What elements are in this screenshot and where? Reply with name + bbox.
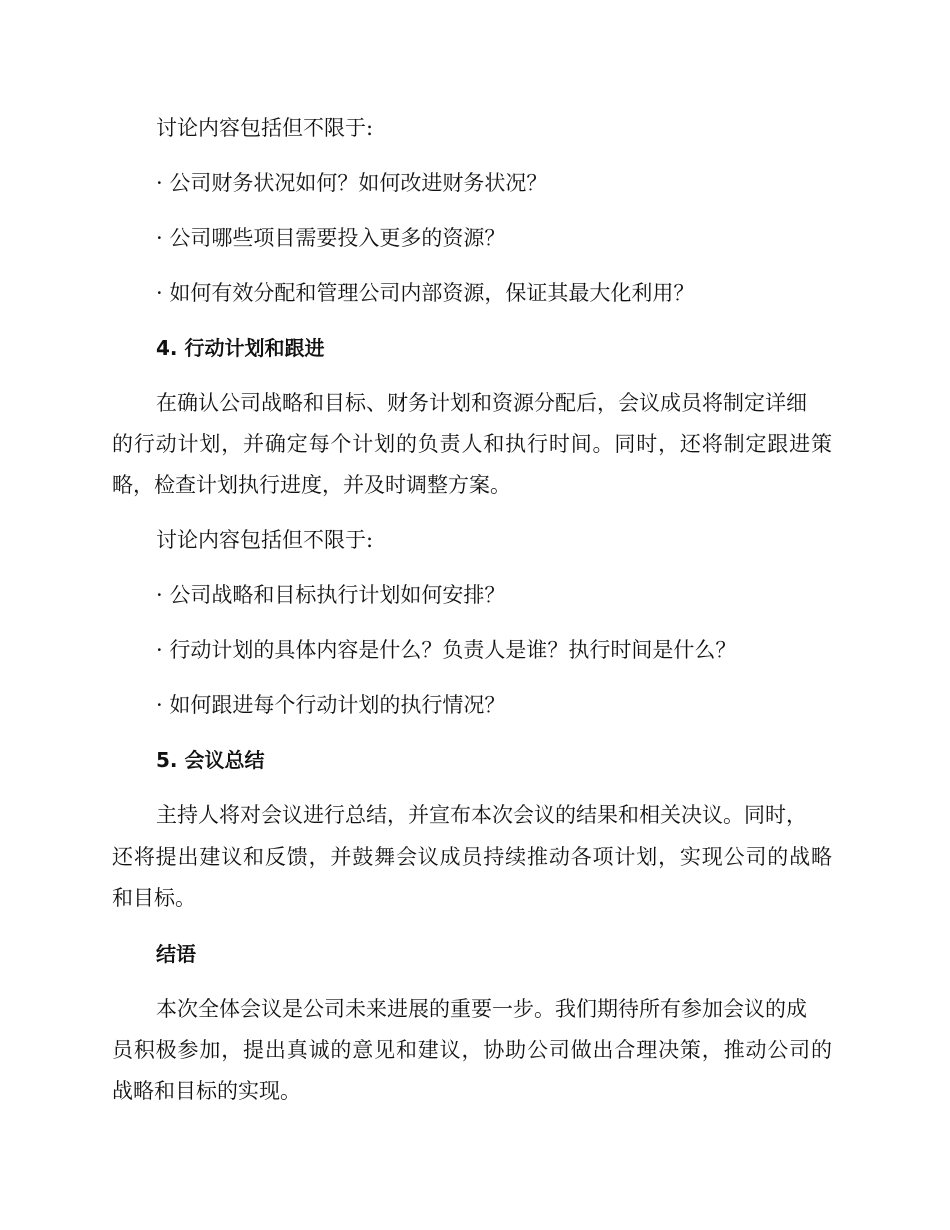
bullet-item: · 公司战略和目标执行计划如何安排？	[156, 583, 506, 607]
section-heading: 结语	[156, 942, 196, 966]
bullet-item: · 如何有效分配和管理公司内部资源，保证其最大化利用？	[156, 281, 695, 305]
discussion-intro: 讨论内容包括但不限于:	[156, 528, 374, 552]
section-heading: 4. 行动计划和跟进	[156, 336, 325, 360]
paragraph-line: 略，检查计划执行进度，并及时调整方案。	[112, 473, 511, 497]
bullet-item: · 公司财务状况如何？如何改进财务状况？	[156, 171, 548, 195]
paragraph-line: 在确认公司战略和目标、财务计划和资源分配后，会议成员将制定详细	[156, 391, 807, 415]
discussion-intro: 讨论内容包括但不限于:	[156, 116, 374, 140]
bullet-item: · 公司哪些项目需要投入更多的资源？	[156, 226, 506, 250]
bullet-item: · 如何跟进每个行动计划的执行情况？	[156, 693, 506, 717]
paragraph-line: 员积极参加，提出真诚的意见和建议，协助公司做出合理决策，推动公司的	[112, 1038, 832, 1062]
paragraph-line: 战略和目标的实现。	[112, 1079, 301, 1103]
paragraph-line: 还将提出建议和反馈，并鼓舞会议成员持续推动各项计划，实现公司的战略	[112, 845, 832, 869]
section-heading: 5. 会议总结	[156, 748, 265, 772]
paragraph-line: 本次全体会议是公司未来进展的重要一步。我们期待所有参加会议的成	[156, 997, 807, 1021]
bullet-item: · 行动计划的具体内容是什么？负责人是谁？执行时间是什么？	[156, 638, 737, 662]
paragraph-line: 主持人将对会议进行总结，并宣布本次会议的结果和相关决议。同时，	[156, 803, 807, 827]
paragraph-line: 的行动计划，并确定每个计划的负责人和执行时间。同时，还将制定跟进策	[112, 432, 832, 456]
paragraph-line: 和目标。	[112, 886, 196, 910]
